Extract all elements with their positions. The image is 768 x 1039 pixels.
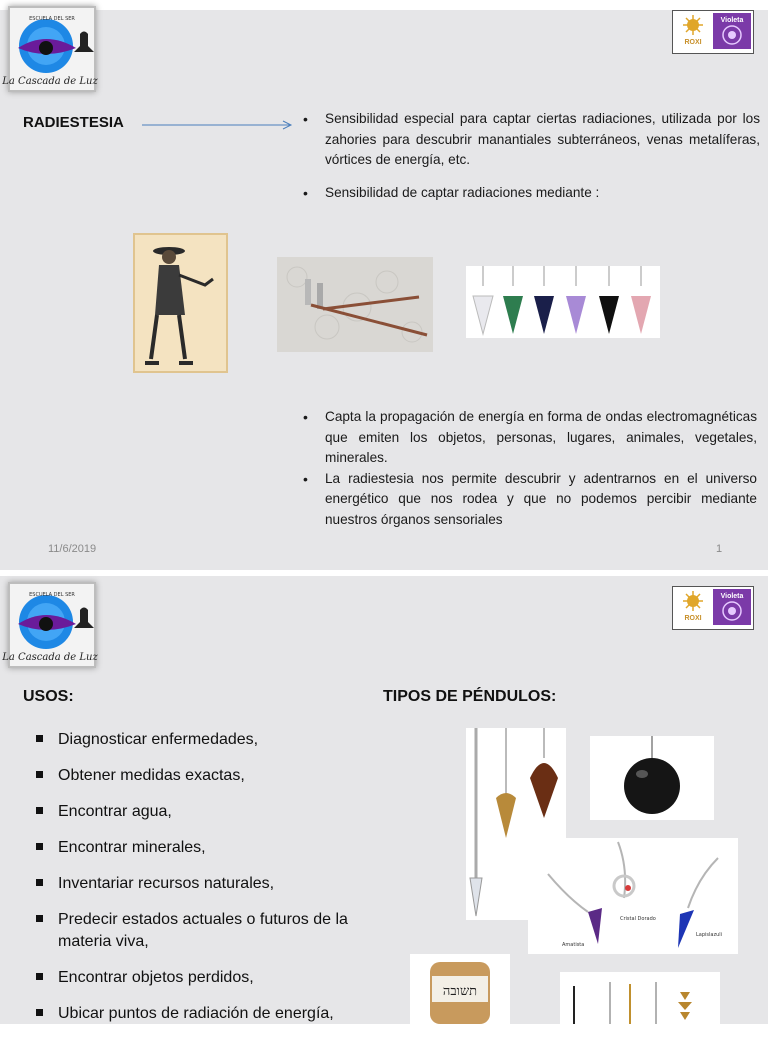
tipos-heading: TIPOS DE PÉNDULOS: (383, 688, 557, 705)
radiestesia-heading: RADIESTESIA (23, 114, 124, 131)
black-sphere-pendulum-image (590, 736, 714, 820)
logo-label: ESCUELA DEL SER (29, 16, 75, 22)
uso-item: Encontrar objetos perdidos, (22, 967, 382, 989)
school-logo (2, 582, 98, 668)
slide-date: 11/6/2019 (48, 543, 97, 555)
violeta-text: Violeta (720, 17, 744, 24)
amethyst-label: Amatista (562, 942, 585, 948)
dowsing-rods-image (277, 257, 433, 352)
lapis-label: Lapislazuli (696, 932, 723, 938)
dowser-engraving-image (133, 233, 228, 373)
violeta-text: Violeta (720, 593, 744, 600)
roxi-logo (675, 589, 711, 625)
slide-1 (0, 10, 768, 570)
roxi-violeta-badge (672, 10, 754, 54)
roxi-violeta-badge (672, 586, 754, 630)
slide-2 (0, 576, 768, 1024)
definition-list (301, 109, 760, 203)
violeta-logo (713, 589, 751, 625)
slide-number: 1 (716, 543, 723, 555)
center-label: Cristal Dorado (620, 916, 656, 922)
assorted-pendulums-image (560, 972, 720, 1024)
uso-item: Encontrar agua, (22, 801, 382, 823)
arrow-icon (142, 118, 294, 132)
crystal-pendulums-image (466, 266, 660, 338)
usos-heading: USOS: (23, 688, 74, 705)
energy-list (301, 407, 757, 530)
energy-bullet-2: • La radiestesia nos permite descubrir y adentrarnos en el universo energético que nos rodea y que no podemos percibir mediante nuestros órganos sensoriales (301, 469, 757, 531)
uso-item: Inventariar recursos naturales, (22, 873, 382, 895)
hebrew-text: תשובה (442, 984, 478, 999)
roxi-text: ROXI (684, 39, 702, 46)
crystal-chain-pendulums-image (528, 838, 738, 954)
usos-list (22, 729, 382, 1039)
roxi-logo (675, 13, 711, 49)
logo-script: La Cascada de Luz (2, 652, 98, 663)
logo-label: ESCUELA DEL SER (29, 592, 75, 598)
uso-item: Predecir estados actuales o futuros de la materia viva, (22, 909, 382, 953)
hebrew-wooden-pendulum-image (410, 954, 510, 1024)
logo-script: La Cascada de Luz (2, 76, 98, 87)
uso-item: Diagnosticar enfermedades, (22, 729, 382, 751)
definition-bullet-1: • Sensibilidad especial para captar ciertas radiaciones, utilizada por los zahories para descubrir manantiales subterráneos, venas metalíferas, vórtices de energía, etc. (301, 109, 760, 171)
uso-item: Ubicar puntos de radiación de energía, (22, 1003, 382, 1025)
roxi-text: ROXI (684, 615, 702, 622)
school-logo (2, 6, 98, 92)
violeta-logo (713, 13, 751, 49)
definition-bullet-2: • Sensibilidad de captar radiaciones mediante : (301, 183, 760, 204)
uso-item: Obtener medidas exactas, (22, 765, 382, 787)
uso-item: Encontrar minerales, (22, 837, 382, 859)
energy-bullet-1: • Capta la propagación de energía en forma de ondas electromagnéticas que emiten los objetos, personas, lugares, animales, vegetales, minerales. (301, 407, 757, 469)
